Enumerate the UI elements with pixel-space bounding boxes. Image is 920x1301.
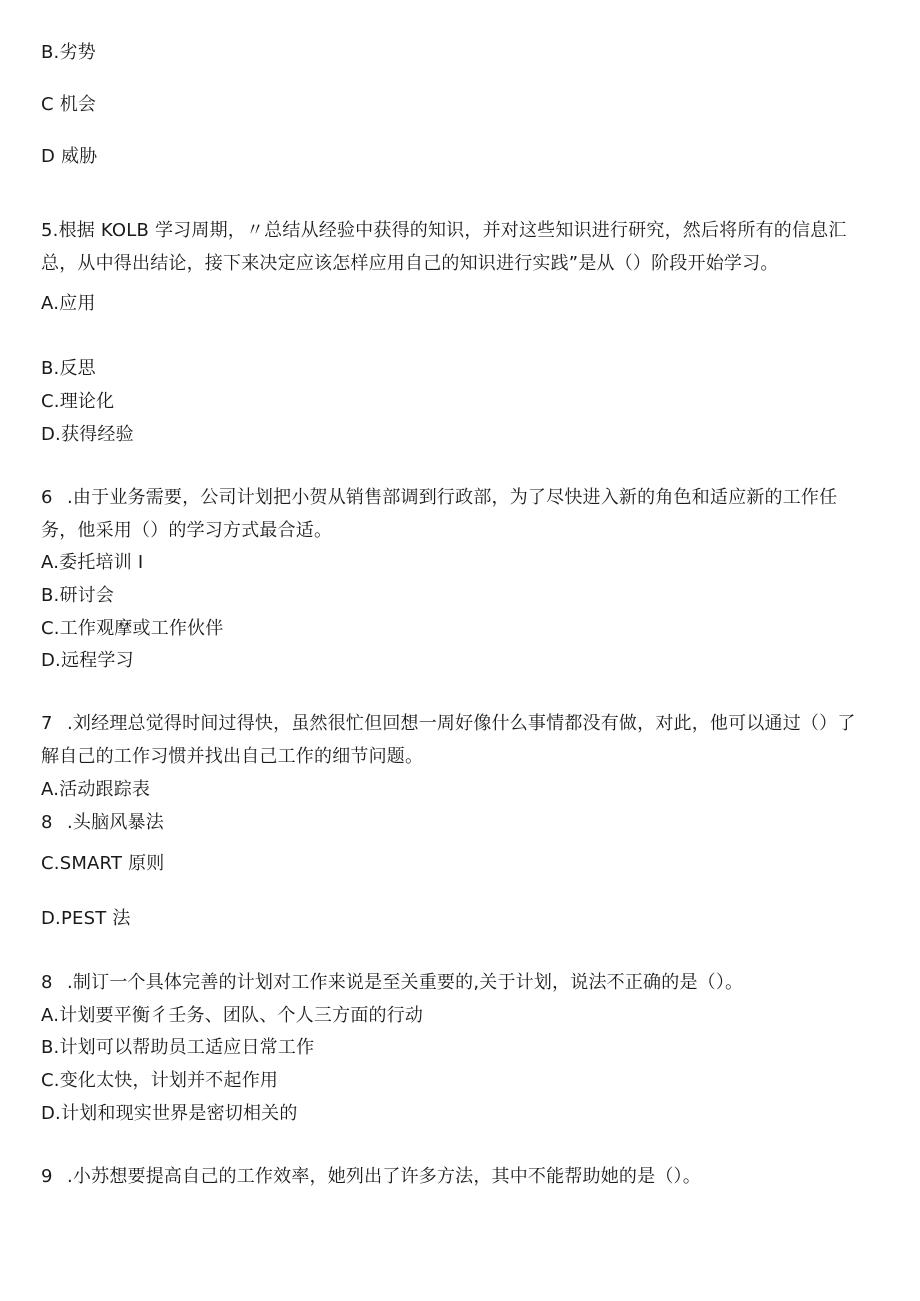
q6-option-c: C.工作观摩或工作伙伴	[41, 618, 224, 639]
q5-stem-line2: 总，从中得出结论，接下来决定应该怎样应用自己的知识进行实践”是从（）阶段开始学习。	[41, 253, 779, 274]
q9-number: 9	[41, 1166, 53, 1187]
q7-option-c: C.SMART 原则	[41, 853, 165, 874]
prev-option-d: D 威胁	[41, 146, 98, 167]
q6-stem-text: .由于业务需要，公司计划把小贺从销售部调到行政部，为了尽快进入新的角色和适应新的工作任	[67, 487, 838, 508]
q8-option-c: C.变化太快，计划并不起作用	[41, 1070, 279, 1091]
q6-option-a: A.委托培训 I	[41, 552, 144, 573]
q7-option-b	[41, 812, 164, 834]
q6-stem-line1	[41, 487, 837, 509]
q8-option-d: D.计划和现实世界是密切相关的	[41, 1103, 298, 1124]
q8-option-a: A.计划要平衡彳壬务、团队、个人三方面的行动	[41, 1005, 424, 1026]
q7-option-a: A.活动跟踪表	[41, 779, 151, 800]
prev-option-c: C 机会	[41, 94, 97, 115]
q7-stem-text: .刘经理总觉得时间过得快，虽然很忙但回想一周好像什么事情都没有做，对此，他可以通过（）了	[67, 713, 856, 734]
q6-option-b: B.研讨会	[41, 585, 115, 606]
q5-option-c: C.理论化	[41, 391, 115, 412]
q8-stem-text: .制订一个具体完善的计划对工作来说是至关重要的,关于计划，说法不正确的是（）。	[67, 972, 744, 993]
q7-number: 7	[41, 713, 53, 734]
q7-option-b-text: .头脑风暴法	[67, 812, 164, 833]
q9-stem-text: .小苏想要提高自己的工作效率，她列出了许多方法，其中不能帮助她的是（）。	[67, 1166, 701, 1187]
q6-number: 6	[41, 487, 53, 508]
q7-option-d: D.PEST 法	[41, 908, 131, 929]
q8-number: 8	[41, 972, 53, 993]
q6-stem-line2: 务，他采用（）的学习方式最合适。	[41, 520, 333, 541]
q5-option-d: D.获得经验	[41, 424, 134, 445]
q7-stem-line1	[41, 713, 856, 735]
prev-option-b: B.劣势	[41, 42, 96, 63]
q5-stem-line1: 5.根据 KOLB 学习周期，〃总结从经验中获得的知识，并对这些知识进行研究，然后将所有的信息汇	[41, 220, 847, 241]
q8-stem	[41, 972, 743, 994]
q9-stem	[41, 1166, 701, 1188]
q7-stem-line2: 解自己的工作习惯并找出自己工作的细节问题。	[41, 746, 424, 767]
q5-option-a: A.应用	[41, 293, 96, 314]
q6-option-d: D.远程学习	[41, 650, 134, 671]
q8-option-b: B.计划可以帮助员工适应日常工作	[41, 1037, 315, 1058]
q7-option-b-number: 8	[41, 812, 53, 833]
q5-option-b: B.反思	[41, 358, 96, 379]
